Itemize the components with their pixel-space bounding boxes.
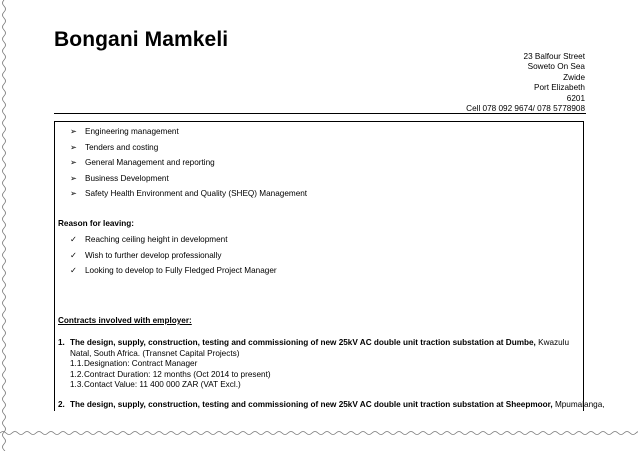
contract-title: The design, supply, construction, testing and commissioning of new 25kV AC double unit traction substation at Sheepmoor, (70, 400, 553, 409)
address-phone: Cell 078 092 9674/ 078 5778908 (466, 104, 585, 114)
address-suburb: Soweto On Sea (527, 62, 585, 72)
contract-item (58, 338, 578, 391)
contract-location: Kwazulu Natal, South Africa. (Transnet Capital Projects) (70, 338, 570, 358)
contract-number: 2. (58, 400, 65, 409)
arrow-bullet-icon: ➢ (70, 142, 77, 152)
list-item: ✓ Looking to develop to Fully Fledged Project Manager (70, 263, 277, 279)
contact-address (466, 52, 585, 114)
bottom-border-decoration (0, 428, 638, 438)
contract-detail: 1.1.Designation: Contract Manager (70, 359, 198, 369)
reason-list (70, 232, 277, 279)
header-divider (54, 113, 586, 114)
reason-heading: Reason for leaving: (58, 219, 134, 228)
left-border-decoration (0, 0, 8, 451)
contract-detail: 1.3.Contact Value: 11 400 000 ZAR (VAT Excl.) (70, 380, 241, 390)
list-item: ✓ Wish to further develop professionally (70, 248, 277, 264)
arrow-bullet-icon: ➢ (70, 127, 77, 136)
address-street: 23 Balfour Street (523, 52, 585, 61)
list-item: ➢ General Management and reporting (70, 155, 307, 171)
list-item: ➢ Business Development (70, 171, 307, 187)
candidate-name: Bongani Mamkeli (54, 28, 229, 51)
contract-title: The design, supply, construction, testing and commissioning of new 25kV AC double unit traction substation at Dumbe, (70, 338, 536, 347)
check-icon: ✓ (70, 266, 77, 275)
list-item: ➢ Safety Health Environment and Quality (SHEQ) Management (70, 186, 307, 202)
list-item: ✓ Reaching ceiling height in development (70, 232, 277, 248)
contracts-heading: Contracts involved with employer: (58, 316, 192, 325)
arrow-bullet-icon: ➢ (70, 189, 77, 198)
duties-list (70, 124, 307, 202)
check-icon: ✓ (70, 235, 77, 244)
contract-details (70, 359, 578, 391)
address-area: Zwide (563, 72, 585, 82)
list-item: ➢ Engineering management (70, 124, 307, 140)
contract-number: 1. (58, 338, 65, 347)
contract-item (58, 400, 605, 411)
address-postal-code: 6201 (566, 93, 585, 103)
list-item: ➢ Tenders and costing (70, 140, 307, 156)
contract-location: Mpumalanga, (554, 400, 605, 409)
contract-detail: 1.2.Contract Duration: 12 months (Oct 2014 to present) (70, 369, 271, 379)
arrow-bullet-icon: ➢ (70, 158, 77, 167)
arrow-bullet-icon: ➢ (70, 173, 77, 183)
check-icon: ✓ (70, 250, 77, 260)
address-city: Port Elizabeth (534, 83, 585, 93)
